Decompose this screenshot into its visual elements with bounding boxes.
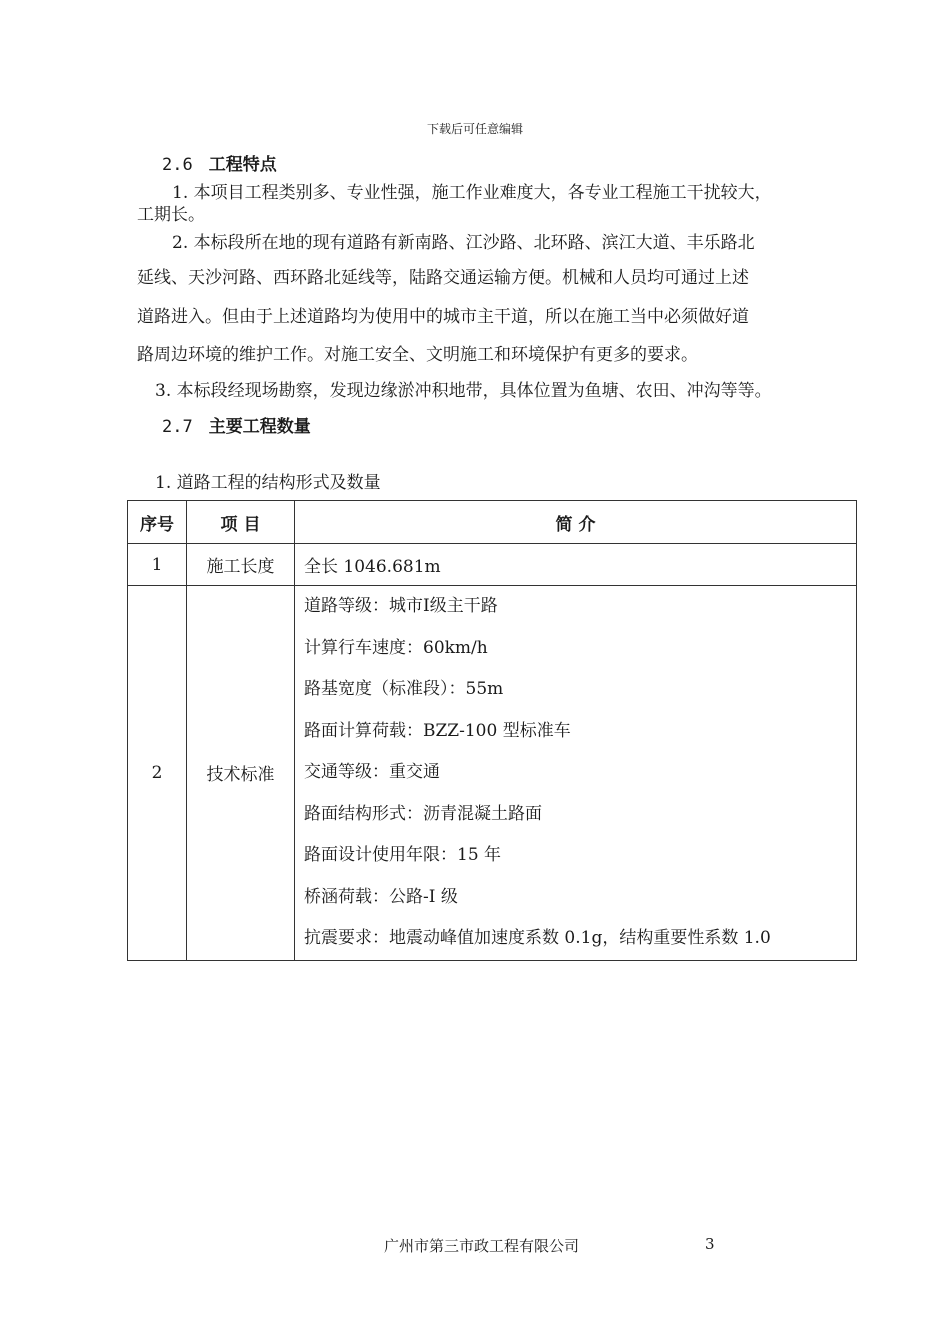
section-title-text: 工程特点	[208, 155, 277, 175]
spec-line: 抗震要求：地震动峰值加速度系数 0.1g，结构重要性系数 1.0	[304, 928, 771, 948]
paragraph-2-line-3: 道路进入。但由于上述道路均为使用中的城市主干道，所以在施工当中必须做好道	[137, 307, 749, 327]
paragraph-3: 3. 本标段经现场勘察，发现边缘淤冲积地带，具体位置为鱼塘、农田、冲沟等等。	[155, 381, 772, 401]
section-2-7-title	[162, 412, 311, 437]
spec-line: 交通等级：重交通	[304, 762, 440, 782]
header-item: 项 目	[187, 501, 295, 544]
page-number: 3	[705, 1235, 715, 1253]
table-row	[128, 586, 857, 961]
section-2-6-title	[162, 150, 277, 175]
row-no: 2	[128, 586, 187, 961]
paragraph-1-line-2: 工期长。	[137, 205, 205, 225]
row-item: 施工长度	[187, 544, 295, 586]
row-no: 1	[128, 544, 187, 586]
spec-line: 路面设计使用年限：15 年	[304, 845, 502, 865]
row-desc: 全长 1046.681m	[295, 544, 857, 586]
table-header-row	[128, 501, 857, 544]
paragraph-2-line-2: 延线、天沙河路、西环路北延线等，陆路交通运输方便。机械和人员均可通过上述	[137, 268, 749, 288]
header-no: 序号	[128, 501, 187, 544]
spec-line: 路面结构形式：沥青混凝土路面	[304, 803, 542, 824]
header-desc: 简 介	[295, 501, 857, 544]
section-number: 2.7	[162, 417, 193, 437]
section-title-text: 主要工程数量	[208, 417, 311, 437]
section-number: 2.6	[162, 155, 193, 175]
header-note: 下载后可任意编辑	[426, 122, 523, 136]
spec-line: 计算行车速度：60km/h	[304, 637, 488, 658]
spec-line: 路面计算荷载：BZZ-100 型标准车	[304, 720, 571, 741]
table-row	[128, 544, 857, 586]
row-item: 技术标准	[187, 586, 295, 961]
table-caption: 1. 道路工程的结构形式及数量	[155, 473, 381, 493]
row-desc	[295, 586, 857, 961]
spec-line: 桥涵荷载：公路-Ⅰ 级	[304, 886, 458, 907]
spec-line: 道路等级：城市Ⅰ级主干路	[304, 596, 498, 616]
paragraph-1-line-1: 1. 本项目工程类别多、专业性强，施工作业难度大，各专业工程施工干扰较大，	[172, 183, 772, 203]
spec-line: 路基宽度（标准段）：55m	[304, 679, 504, 699]
paragraph-2-line-1: 2. 本标段所在地的现有道路有新南路、江沙路、北环路、滨江大道、丰乐路北	[172, 233, 755, 253]
footer-company: 广州市第三市政工程有限公司	[384, 1237, 580, 1255]
paragraph-2-line-4: 路周边环境的维护工作。对施工安全、文明施工和环境保护有更多的要求。	[137, 345, 698, 365]
quantity-table	[127, 500, 857, 961]
